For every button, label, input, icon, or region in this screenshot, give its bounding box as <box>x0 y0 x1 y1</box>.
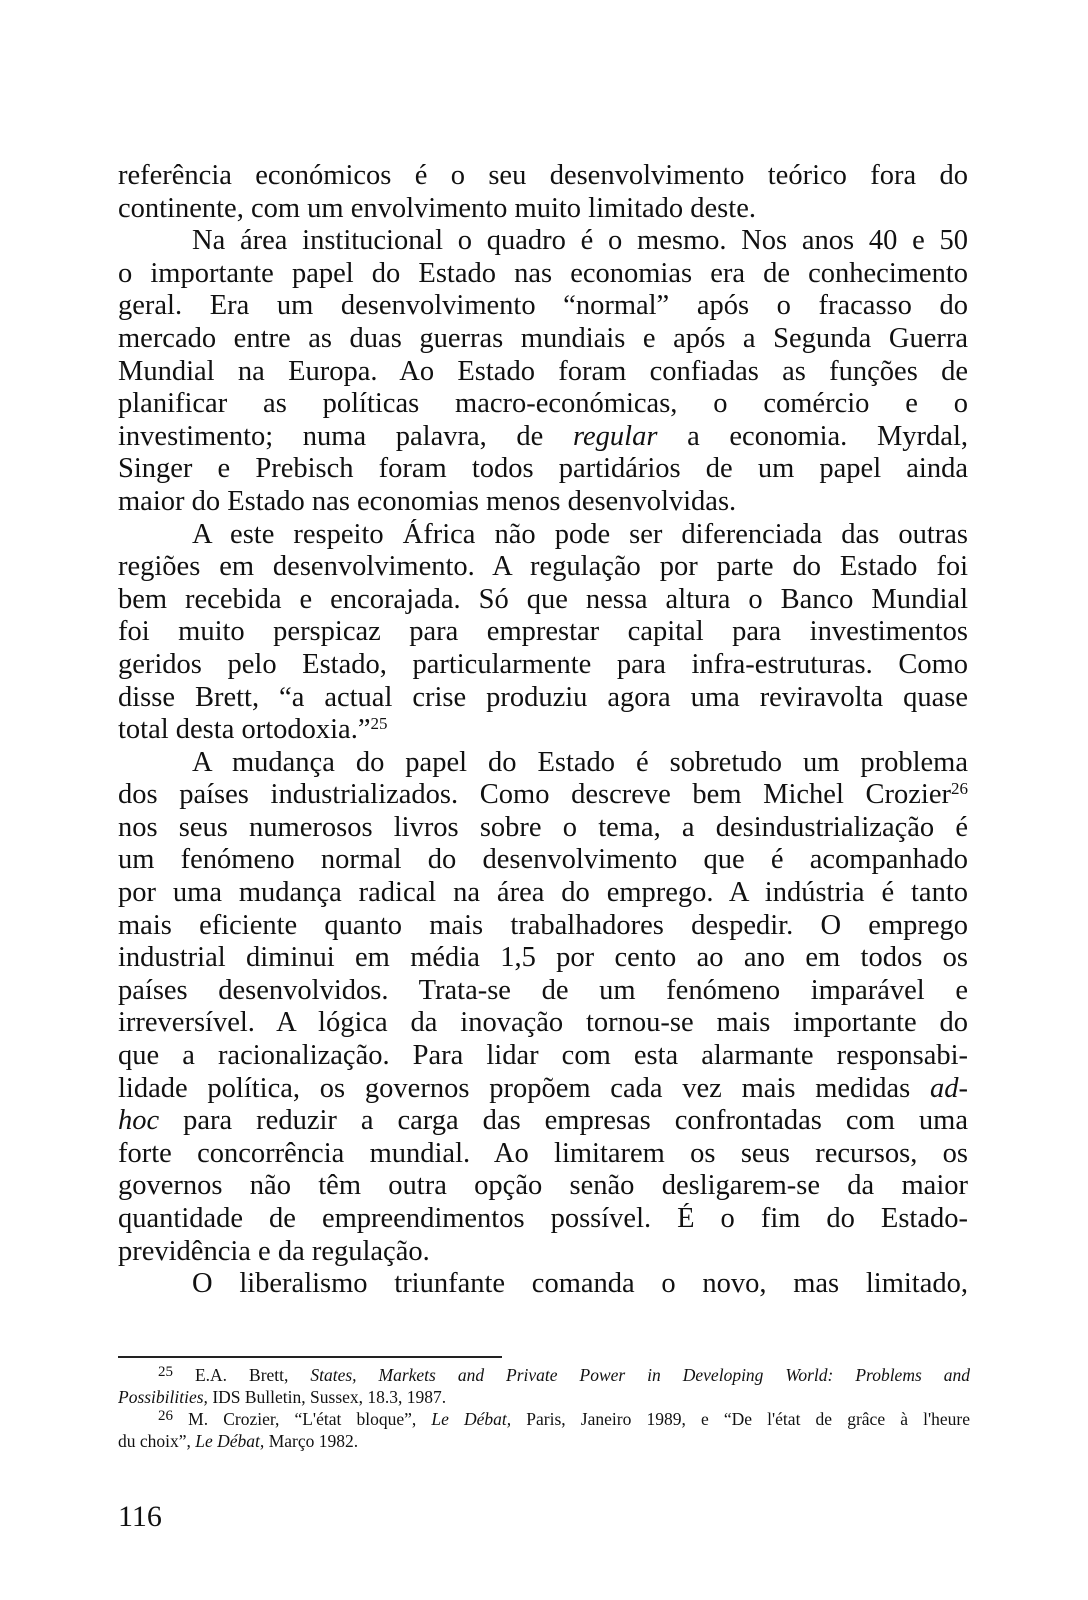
text-segment: quantidade de empreendimentos possível. É o fim do Estado- <box>118 1203 968 1234</box>
text-segment: previdência e da regulação. <box>118 1235 430 1267</box>
text-segment: países desenvolvidos. Trata-se de um fenómeno imparável e <box>118 974 968 1006</box>
text-segment: um fenómeno normal do desenvolvimento que é acompanhado <box>118 844 968 876</box>
text-line <box>118 649 968 682</box>
text-segment: mais eficiente quanto mais trabalhadores despedir. O emprego <box>118 909 968 941</box>
text-segment: irreversível. A lógica da inovação tornou-se mais importante do <box>118 1007 968 1039</box>
footnote-reference: 25 <box>158 1364 173 1380</box>
text-segment: Na área institucional o quadro é o mesmo. Nos anos 40 e 50 <box>192 225 968 257</box>
text-segment: A mudança do papel do Estado é sobretudo um problema <box>192 746 968 778</box>
text-segment: Março 1982. <box>264 1431 359 1451</box>
text-segment: geridos pelo Estado, particularmente para infra-estruturas. Como <box>118 648 968 680</box>
text-line <box>118 225 968 258</box>
italic-text: ad- <box>930 1072 968 1104</box>
italic-text: Le Débat, <box>431 1409 512 1429</box>
text-segment: A este respeito África não pode ser diferenciada das outras <box>192 518 968 550</box>
text-line <box>118 747 968 780</box>
text-segment: disse Brett, “a actual crise produziu agora uma reviravolta quase <box>118 681 968 713</box>
text-segment: continente, com um envolvimento muito limitado deste. <box>118 192 756 224</box>
footnote-reference: 26 <box>158 1408 173 1424</box>
text-line <box>118 356 968 389</box>
footnote-separator <box>118 1356 502 1358</box>
text-segment: mercado entre as duas guerras mundiais e após a Segunda Guerra <box>118 322 968 354</box>
italic-text: Le Débat, <box>195 1431 265 1451</box>
text-line <box>118 290 968 323</box>
text-line <box>118 388 968 421</box>
text-segment: M. Crozier, “L'état bloque”, <box>173 1409 432 1429</box>
text-line <box>118 1138 968 1171</box>
footnote-reference: 26 <box>951 779 968 799</box>
text-segment: total desta ortodoxia.” <box>118 714 371 746</box>
italic-text: hoc <box>118 1105 160 1137</box>
italic-text: regular <box>572 420 658 452</box>
text-segment: a economia. Myrdal, <box>657 420 968 452</box>
text-segment: nos seus numerosos livros sobre o tema, a desindustrialização é <box>118 811 968 843</box>
text-segment: du choix”, <box>118 1431 196 1451</box>
text-line <box>118 1040 968 1073</box>
text-line <box>118 160 968 193</box>
text-segment: planificar as políticas macro-económicas, o comércio e o <box>118 388 968 420</box>
text-line <box>118 1236 968 1269</box>
text-segment: lidade política, os governos propõem cada vez mais medidas <box>118 1072 930 1104</box>
text-segment: que a racionalização. Para lidar com esta alarmante responsabi- <box>118 1040 968 1072</box>
text-line <box>118 551 968 584</box>
text-line <box>118 1170 968 1203</box>
text-line <box>118 877 968 910</box>
text-segment: referência económicos é o seu desenvolvimento teórico fora do <box>118 160 968 191</box>
text-segment: o importante papel do Estado nas economias era de conhecimento <box>118 257 968 289</box>
text-segment: bem recebida e encorajada. Só que nessa altura o Banco Mundial <box>118 583 968 615</box>
text-line <box>118 258 968 291</box>
footnote-line <box>118 1408 970 1430</box>
text-line <box>118 1073 968 1106</box>
footnote-reference: 25 <box>370 714 388 734</box>
text-line <box>118 453 968 486</box>
text-line <box>118 1203 968 1236</box>
text-segment: por uma mudança radical na área do emprego. A indústria é tanto <box>118 877 968 909</box>
text-line <box>118 779 968 812</box>
text-line <box>118 975 968 1008</box>
text-segment: geral. Era um desenvolvimento “normal” após o fracasso do <box>118 290 968 322</box>
text-line <box>118 1007 968 1040</box>
footnote-line <box>118 1386 970 1408</box>
text-line <box>118 616 968 649</box>
text-segment: IDS Bulletin, Sussex, 18.3, 1987. <box>207 1387 447 1407</box>
text-segment: regiões em desenvolvimento. A regulação por parte do Estado foi <box>118 551 968 583</box>
body-text <box>118 160 968 1301</box>
text-segment: Mundial na Europa. Ao Estado foram confiadas as funções de <box>118 355 968 387</box>
text-line <box>118 714 968 747</box>
italic-text: Possibilities, <box>118 1387 208 1407</box>
text-line <box>118 942 968 975</box>
text-line <box>118 323 968 356</box>
text-segment: maior do Estado nas economias menos desenvolvidas. <box>118 485 737 517</box>
italic-text: States, Markets and Private Power in Developing World: Problems and <box>310 1365 970 1385</box>
text-line <box>118 910 968 943</box>
text-segment: O liberalismo triunfante comanda o novo, mas limitado, <box>192 1268 968 1300</box>
text-line <box>118 1105 968 1138</box>
text-line <box>118 682 968 715</box>
text-segment: Paris, Janeiro 1989, e “De l'état de grâce à l'heure <box>511 1409 970 1429</box>
text-line <box>118 844 968 877</box>
text-line <box>118 812 968 845</box>
text-segment: Singer e Prebisch foram todos partidários de um papel ainda <box>118 453 968 485</box>
footnote-line <box>118 1430 970 1452</box>
text-segment: dos países industrializados. Como descreve bem Michel Crozier <box>118 779 951 811</box>
text-line <box>118 486 968 519</box>
text-segment: E.A. Brett, <box>173 1365 311 1385</box>
footnote-line <box>118 1364 970 1386</box>
footnotes <box>118 1364 970 1452</box>
text-segment: para reduzir a carga das empresas confrontadas com uma <box>159 1105 968 1137</box>
text-segment: governos não têm outra opção senão desligarem-se da maior <box>118 1170 968 1202</box>
text-line <box>118 421 968 454</box>
text-line <box>118 193 968 226</box>
text-segment: forte concorrência mundial. Ao limitarem os seus recursos, os <box>118 1137 968 1169</box>
text-segment: investimento; numa palavra, de <box>118 420 573 452</box>
text-line <box>118 584 968 617</box>
text-line <box>118 1268 968 1301</box>
text-line <box>118 519 968 552</box>
text-segment: industrial diminui em média 1,5 por cento ao ano em todos os <box>118 942 968 974</box>
page-number: 116 <box>118 1500 162 1533</box>
text-segment: foi muito perspicaz para emprestar capital para investimentos <box>118 616 968 648</box>
